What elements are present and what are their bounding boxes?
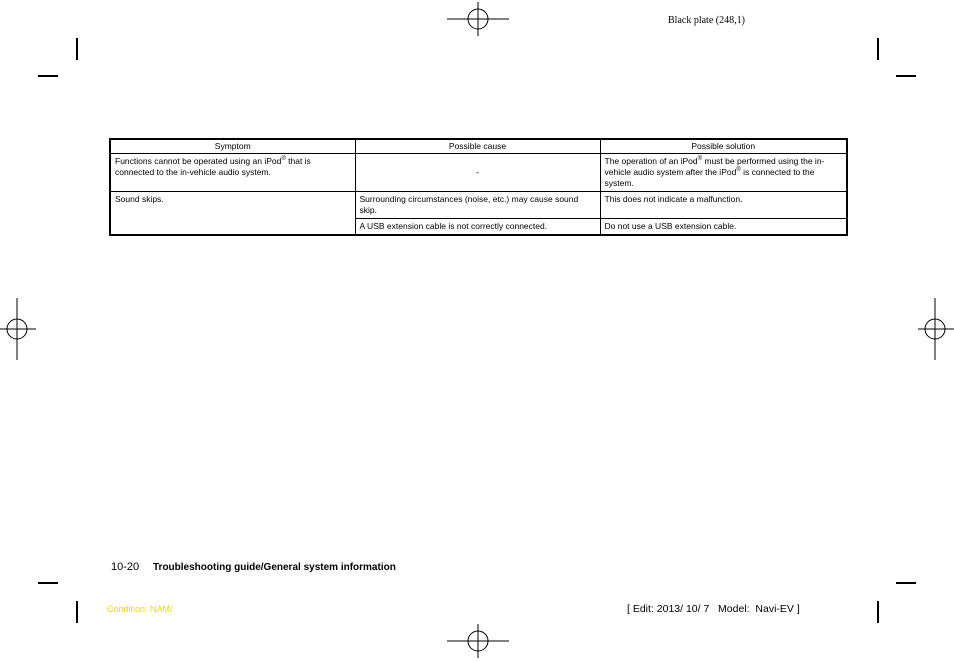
symptom-text-cont: that is connected to the in-vehicle audio system. [115,156,311,177]
registered-mark: ® [281,156,286,163]
header-possible-cause: Possible cause [355,139,600,154]
crop-mark-top-left-vertical [76,38,78,60]
solution-cell: Do not use a USB extension cable. [600,219,847,236]
solution-text: The operation of an iPod [604,156,698,166]
solution-cell: This does not indicate a malfunction. [600,192,847,219]
registration-mark-right-icon [918,298,954,360]
cause-cell: A USB extension cable is not correctly connected. [355,219,600,236]
crop-mark-bottom-left-vertical [76,601,78,623]
table-row [110,192,847,219]
solution-cell [600,154,847,192]
cause-cell: - [355,154,600,192]
registered-mark: ® [736,167,741,174]
cause-cell: Surrounding circumstances (noise, etc.) may cause sound skip. [355,192,600,219]
registered-mark: ® [697,156,703,163]
crop-mark-top-left-horizontal [38,75,58,77]
table-row [110,154,847,192]
crop-mark-top-right-vertical [877,38,879,60]
registration-mark-bottom-icon [447,624,509,660]
solution-text-end: is connected to the system. [604,167,815,188]
registration-mark-top-icon [447,2,509,38]
crop-mark-bottom-right-vertical [877,601,879,623]
symptom-cell: Sound skips. [110,192,355,236]
page-number: 10-20 [111,561,140,573]
solution-text-cont: must be performed using the in-vehicle audio system after the iPod [604,156,825,177]
symptom-cell [110,154,355,192]
registration-mark-left-icon [0,298,36,360]
troubleshooting-table [109,138,848,236]
crop-mark-top-right-horizontal [896,75,916,77]
crop-mark-bottom-right-horizontal [896,582,916,584]
symptom-text: Functions cannot be operated using an iPod [115,156,282,166]
table-header-row [110,139,847,154]
condition-label: Condition: NAM/ [107,604,173,614]
header-symptom: Symptom [110,139,355,154]
crop-mark-bottom-left-horizontal [38,582,58,584]
section-title: Troubleshooting guide/General system information [153,562,396,573]
plate-label: Black plate (248,1) [668,15,745,26]
header-possible-solution: Possible solution [600,139,847,154]
edit-info: [ Edit: 2013/ 10/ 7 Model: Navi-EV ] [627,603,800,615]
